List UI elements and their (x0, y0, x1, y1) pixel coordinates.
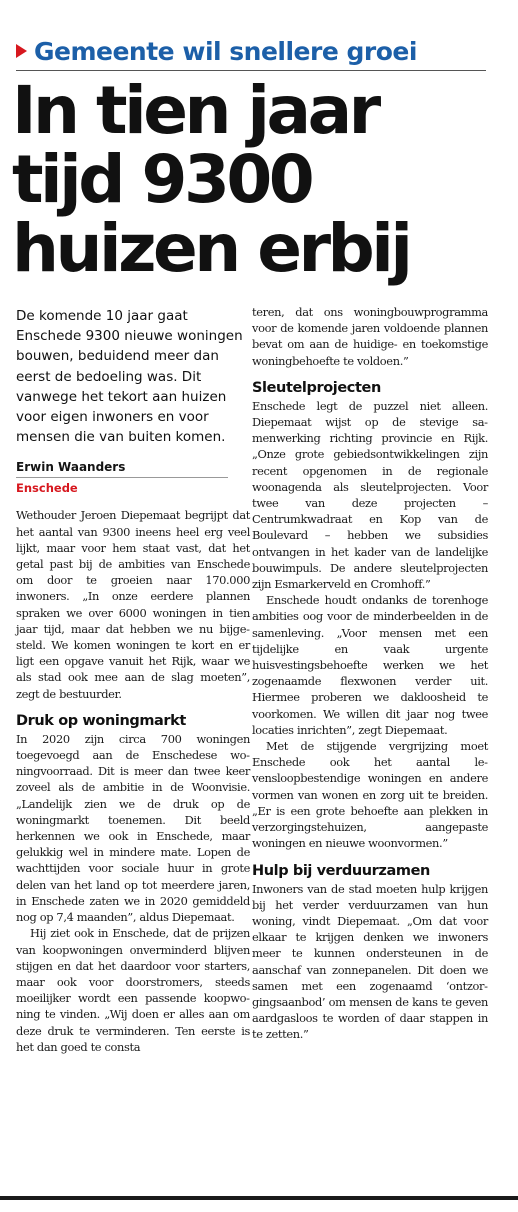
headline-line-2: tijd 9300 (12, 141, 312, 218)
headline-line-3: huizen erbij (12, 210, 410, 287)
kicker-row (16, 36, 486, 66)
column-left (16, 304, 250, 1055)
author-byline: Erwin Waanders (16, 460, 228, 478)
subhead-druk-op-woningmarkt: Druk op woningmarkt (16, 712, 186, 729)
body-paragraph-continued: teren, dat ons woningbouwprogramma voor de komende jaren voldoende plannen bevat om aan de huidige- en toekomstige woningbehoefte te voldoen.” (252, 305, 488, 368)
body-paragraph: Enschede legt de puzzel niet alleen. Diepemaat wijst op de stevige samenwerking richting provincie en Rijk. „Onze grote gebiedsontwikkelingen zijn recent opgenomen in de regionale woonagenda als sleutelprojecten. Voor twee van deze projecten – Centrumkwadraat en Kop van de Boulevard – hebben we subsidies ontvangen in het kader van de landelijke bouwimpuls. De andere sleutelprojecten zijn Esmarkerveld en Cromhoff.” (252, 398, 488, 592)
subhead-sleutelprojecten: Sleutelprojecten (252, 379, 381, 396)
column-right (252, 304, 488, 1043)
body-paragraph: Met de stijgende vergrijzing moet Enschede ook het aantal levensloopbestendige woningen en andere vormen van wonen en zorg uit te breiden. „Er is een grote behoefte aan plekken in verzorgingstehuizen, aangepaste woningen en nieuwe woonvormen.” (252, 739, 488, 851)
body-paragraph: Wethouder Jeroen Diepemaat begrijpt dat het aantal van 9300 ineens heel erg veel lijkt, maar voor hem staat vast, dat het getal past bij de ambities van Enschede om door te groeien naar 170.000 inwoners. „In onze eerdere plannen spraken we over 6000 woningen in tien jaar tijd, maar dat hebben we nu bijgesteld. We komen woningen te kort en er ligt een opgave vanuit het Rijk, waar we als stad ook mee aan de slag moeten”, zegt de bestuurder. (16, 508, 250, 701)
body-paragraph: Enschede houdt ondanks de torenhoge ambities oog voor de minderbeelden in de samenleving. „Voor mensen met een tijdelijke en vaak urgente huisvestingsbehoefte werken we het zogenaamde flexwonen verder uit. Hiermee proberen we dakloosheid te voorkomen. We willen dit jaar nog twee locaties inrichten”, zegt Diepemaat. (252, 593, 488, 737)
body-paragraph: In 2020 zijn circa 700 woningen toegevoegd aan de Enschedese woningvoorraad. Dit is meer dan twee keer zoveel als de ambitie in de Woonvisie. „Landelijk zien we de druk op de woningmarkt toenemen. Dit beeld herkennen we ook in Enschede, maar gelukkig wel in mindere mate. Lopen de wachttijden voor sociale huur in grote delen van het land op tot meerdere jaren, in Enschede zaten we in 2020 gemiddeld nog op 7,4 maanden”, aldus Diepemaat. (16, 731, 250, 925)
body-paragraph: Inwoners van de stad moeten hulp krijgen bij het verder verduurzamen van hun woning, vindt Diepemaat. „Om dat voor elkaar te krijgen denken we inwoners meer te kunnen ondersteunen in de aanschaf van zonnepanelen. Dit doen we samen met een zogenaamd ‘ontzorgingsaanbod’ om mensen de kans te geven aardgasloos te worden of daar stappen in te zetten.” (252, 881, 488, 1042)
headline-line-1: In tien jaar (12, 72, 378, 149)
kicker: Gemeente wil snellere groei (34, 36, 417, 66)
lead-paragraph: De komende 10 jaar gaat Enschede 9300 nieuwe woningen bouwen, beduidend meer dan eerst de bedoeling was. Dit vanwege het tekort aan huizen voor eigen inwoners en voor mensen die van buiten komen. (16, 308, 243, 446)
headline (12, 72, 492, 287)
top-divider (16, 70, 486, 71)
bottom-divider (0, 1196, 518, 1200)
dateline-location: Enschede (16, 481, 78, 496)
kicker-arrow-icon (16, 44, 27, 58)
body-paragraph-split: Hij ziet ook in Enschede, dat de prijzen van koopwoningen onverminderd blijven stijgen en dat het daardoor voor starters, maar ook voor doorstromers, steeds moeilijker wordt een passende koopwoning te vinden. „Wij doen er alles aan om deze druk te verminderen. Ten eerste is het dan goed te consta (16, 926, 250, 1054)
subhead-hulp-bij-verduurzamen: Hulp bij verduurzamen (252, 862, 430, 879)
